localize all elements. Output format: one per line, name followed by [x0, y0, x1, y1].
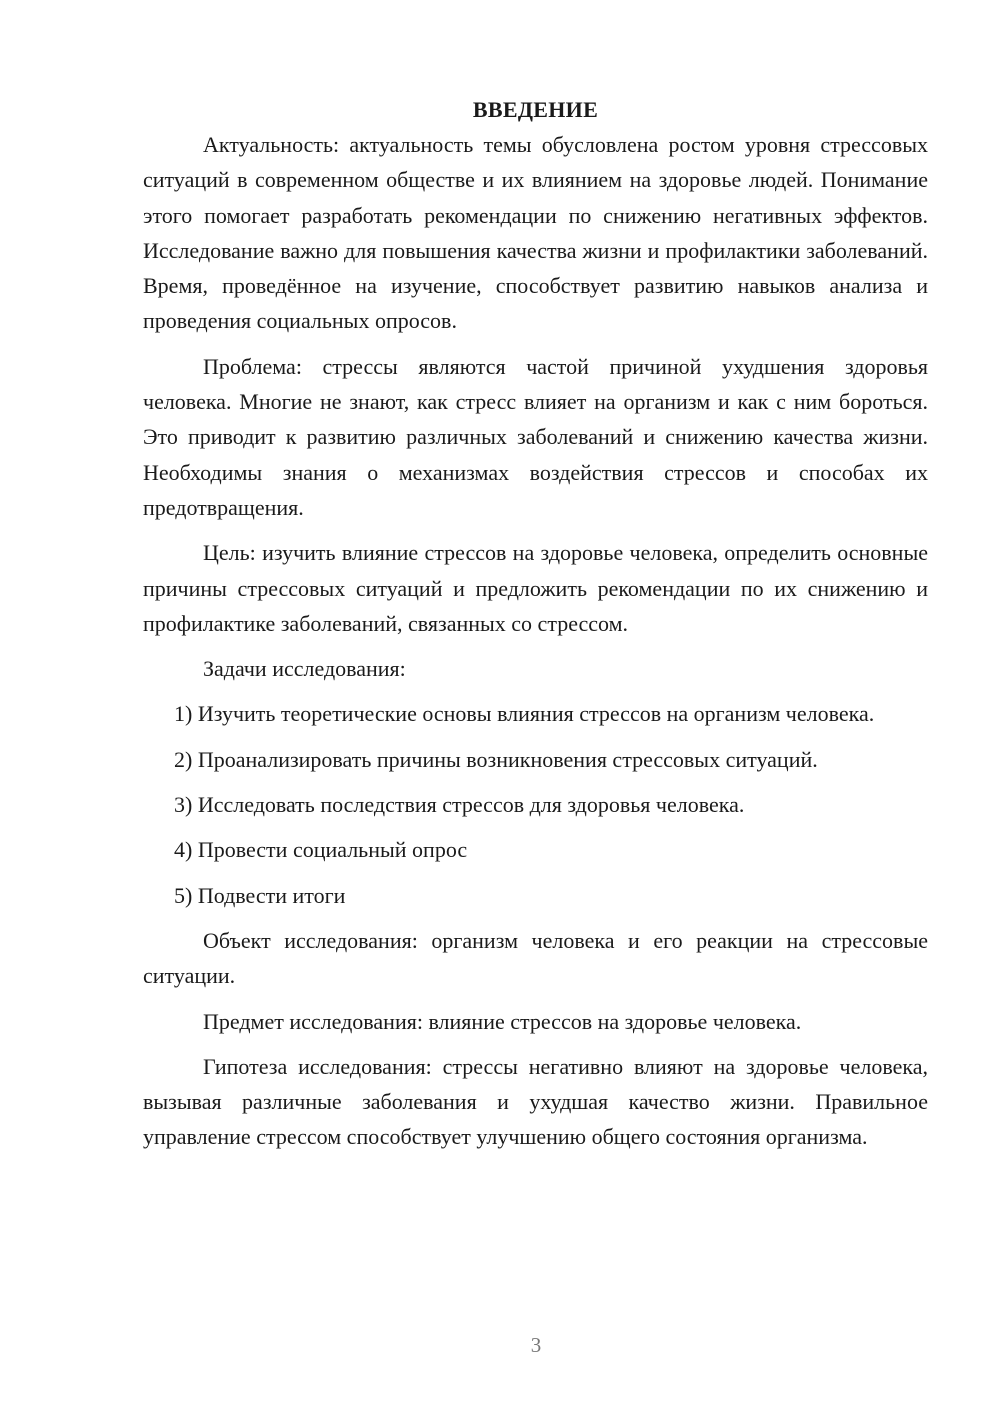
- problem-paragraph: Проблема: стрессы являются частой причиной ухудшения здоровья человека. Многие не знают, как стресс влияет на организм и как с ним бороться. Это приводит к развитию различных заболеваний и снижению качества жизни. Необходимы знания о механизмах воздействия стрессов и способах их предотвращения.: [143, 353, 928, 520]
- page-number: 3: [530, 1333, 542, 1357]
- task-item-5: 5) Подвести итоги: [174, 882, 346, 908]
- task-item-3: 3) Исследовать последствия стрессов для здоровья человека.: [174, 792, 745, 818]
- subject-paragraph: Предмет исследования: влияние стрессов на здоровье человека.: [203, 1008, 802, 1034]
- task-item-2: 2) Проанализировать причины возникновения стрессовых ситуаций.: [174, 746, 818, 772]
- tasks-list: [143, 696, 928, 912]
- document-page: [143, 92, 928, 1165]
- task-item-1: 1) Изучить теоретические основы влияния стрессов на организм человека.: [174, 701, 875, 727]
- hypothesis-paragraph: Гипотеза исследования: стрессы негативно влияют на здоровье человека, вызывая различные заболевания и ухудшая качество жизни. Правильное управление стрессом способствует улучшению общего состояния организма.: [143, 1053, 928, 1150]
- page-title: ВВЕДЕНИЕ: [472, 97, 599, 122]
- goal-paragraph: Цель: изучить влияние стрессов на здоровье человека, определить основные причины стрессовых ситуаций и предложить рекомендации по их снижению и профилактике заболеваний, связанных со стрессом.: [143, 540, 928, 636]
- task-item-4: 4) Провести социальный опрос: [174, 837, 468, 863]
- object-paragraph: Объект исследования: организм человека и его реакции на стрессовые ситуации.: [143, 927, 928, 989]
- relevance-paragraph: Актуальность: актуальность темы обусловлена ростом уровня стрессовых ситуаций в современном обществе и их влиянием на здоровье людей. Понимание этого помогает разработать рекомендации по снижению негативных эффектов. Исследование важно для повышения качества жизни и профилактики заболеваний. Время, проведённое на изучение, способствует развитию навыков анализа и проведения социальных опросов.: [143, 132, 928, 334]
- tasks-heading: Задачи исследования:: [203, 656, 406, 682]
